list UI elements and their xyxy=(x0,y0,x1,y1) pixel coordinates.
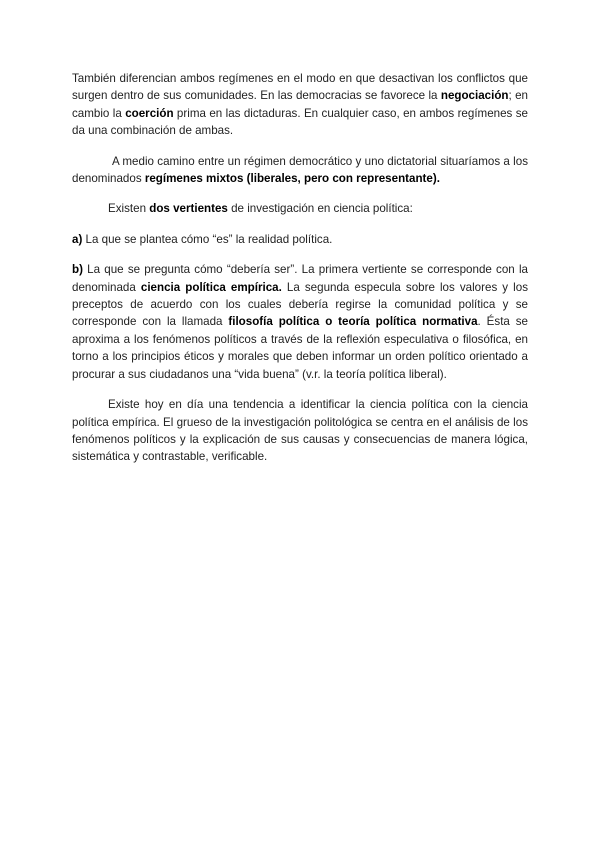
paragraph-text: La segunda especula sobre los valores y los preceptos de acuerdo con los cuales debería regirse la comunidad política y se corresponde con la llamada xyxy=(72,280,528,329)
document-body xyxy=(72,70,528,479)
paragraph-text: La que se plantea cómo “es” la realidad política. xyxy=(82,232,333,246)
paragraph-text: A medio camino entre un régimen democrático y uno dictatorial situaríamos a los denominados xyxy=(72,154,528,186)
paragraph-text: Existe hoy en día una tendencia a identificar la ciencia política con la ciencia política empírica. El grueso de la investigación politológica se centra en el análisis de los fenómenos políticos y la explicación de sus causas y consecuencias de manera lógica, sistemática y contrastable, verificable. xyxy=(72,398,528,464)
paragraph-text: También diferencian ambos regímenes en el modo en que desactivan los conflictos que surgen dentro de sus comunidades. En las democracias se favorece la xyxy=(72,72,528,103)
paragraph-text: Existen xyxy=(108,202,150,216)
term-coercion: coerción xyxy=(125,106,174,120)
paragraph-text: ; en cambio la xyxy=(72,89,528,120)
paragraph-text: . Ésta se aproxima a los fenómenos políticos a través de la reflexión especulativa o filosófica, en torno a los principios éticos y morales que deben informar un orden político orientado a procurar a sus ciudadanos una “vida buena” (v.r. la teoría política liberal). xyxy=(72,315,529,381)
paragraph-regime-conflicts xyxy=(72,70,528,140)
list-item-a xyxy=(72,231,528,248)
paragraph-two-strands xyxy=(72,200,528,217)
term-filosofia-politica: filosofía política o teoría política normativa xyxy=(228,315,478,329)
paragraph-mixed-regimes xyxy=(72,153,528,188)
paragraph-text: prima en las dictaduras. En cualquier caso, en ambos regímenes se da una combinación de ambas. xyxy=(72,106,528,138)
term-ciencia-politica-empirica: ciencia política empírica. xyxy=(140,280,282,294)
term-regimenes-mixtos: regímenes mixtos (liberales, pero con representante). xyxy=(144,172,440,186)
list-marker-a: a) xyxy=(72,232,83,246)
term-dos-vertientes: dos vertientes xyxy=(149,202,228,216)
list-item-b xyxy=(72,261,528,383)
paragraph-text: La que se pregunta cómo “debería ser”. La primera vertiente se corresponde con la denominada xyxy=(72,263,528,294)
paragraph-empirical-trend xyxy=(72,396,528,466)
paragraph-text: de investigación en ciencia política: xyxy=(227,202,413,216)
term-negociacion: negociación xyxy=(440,89,509,103)
list-marker-b: b) xyxy=(72,263,83,277)
